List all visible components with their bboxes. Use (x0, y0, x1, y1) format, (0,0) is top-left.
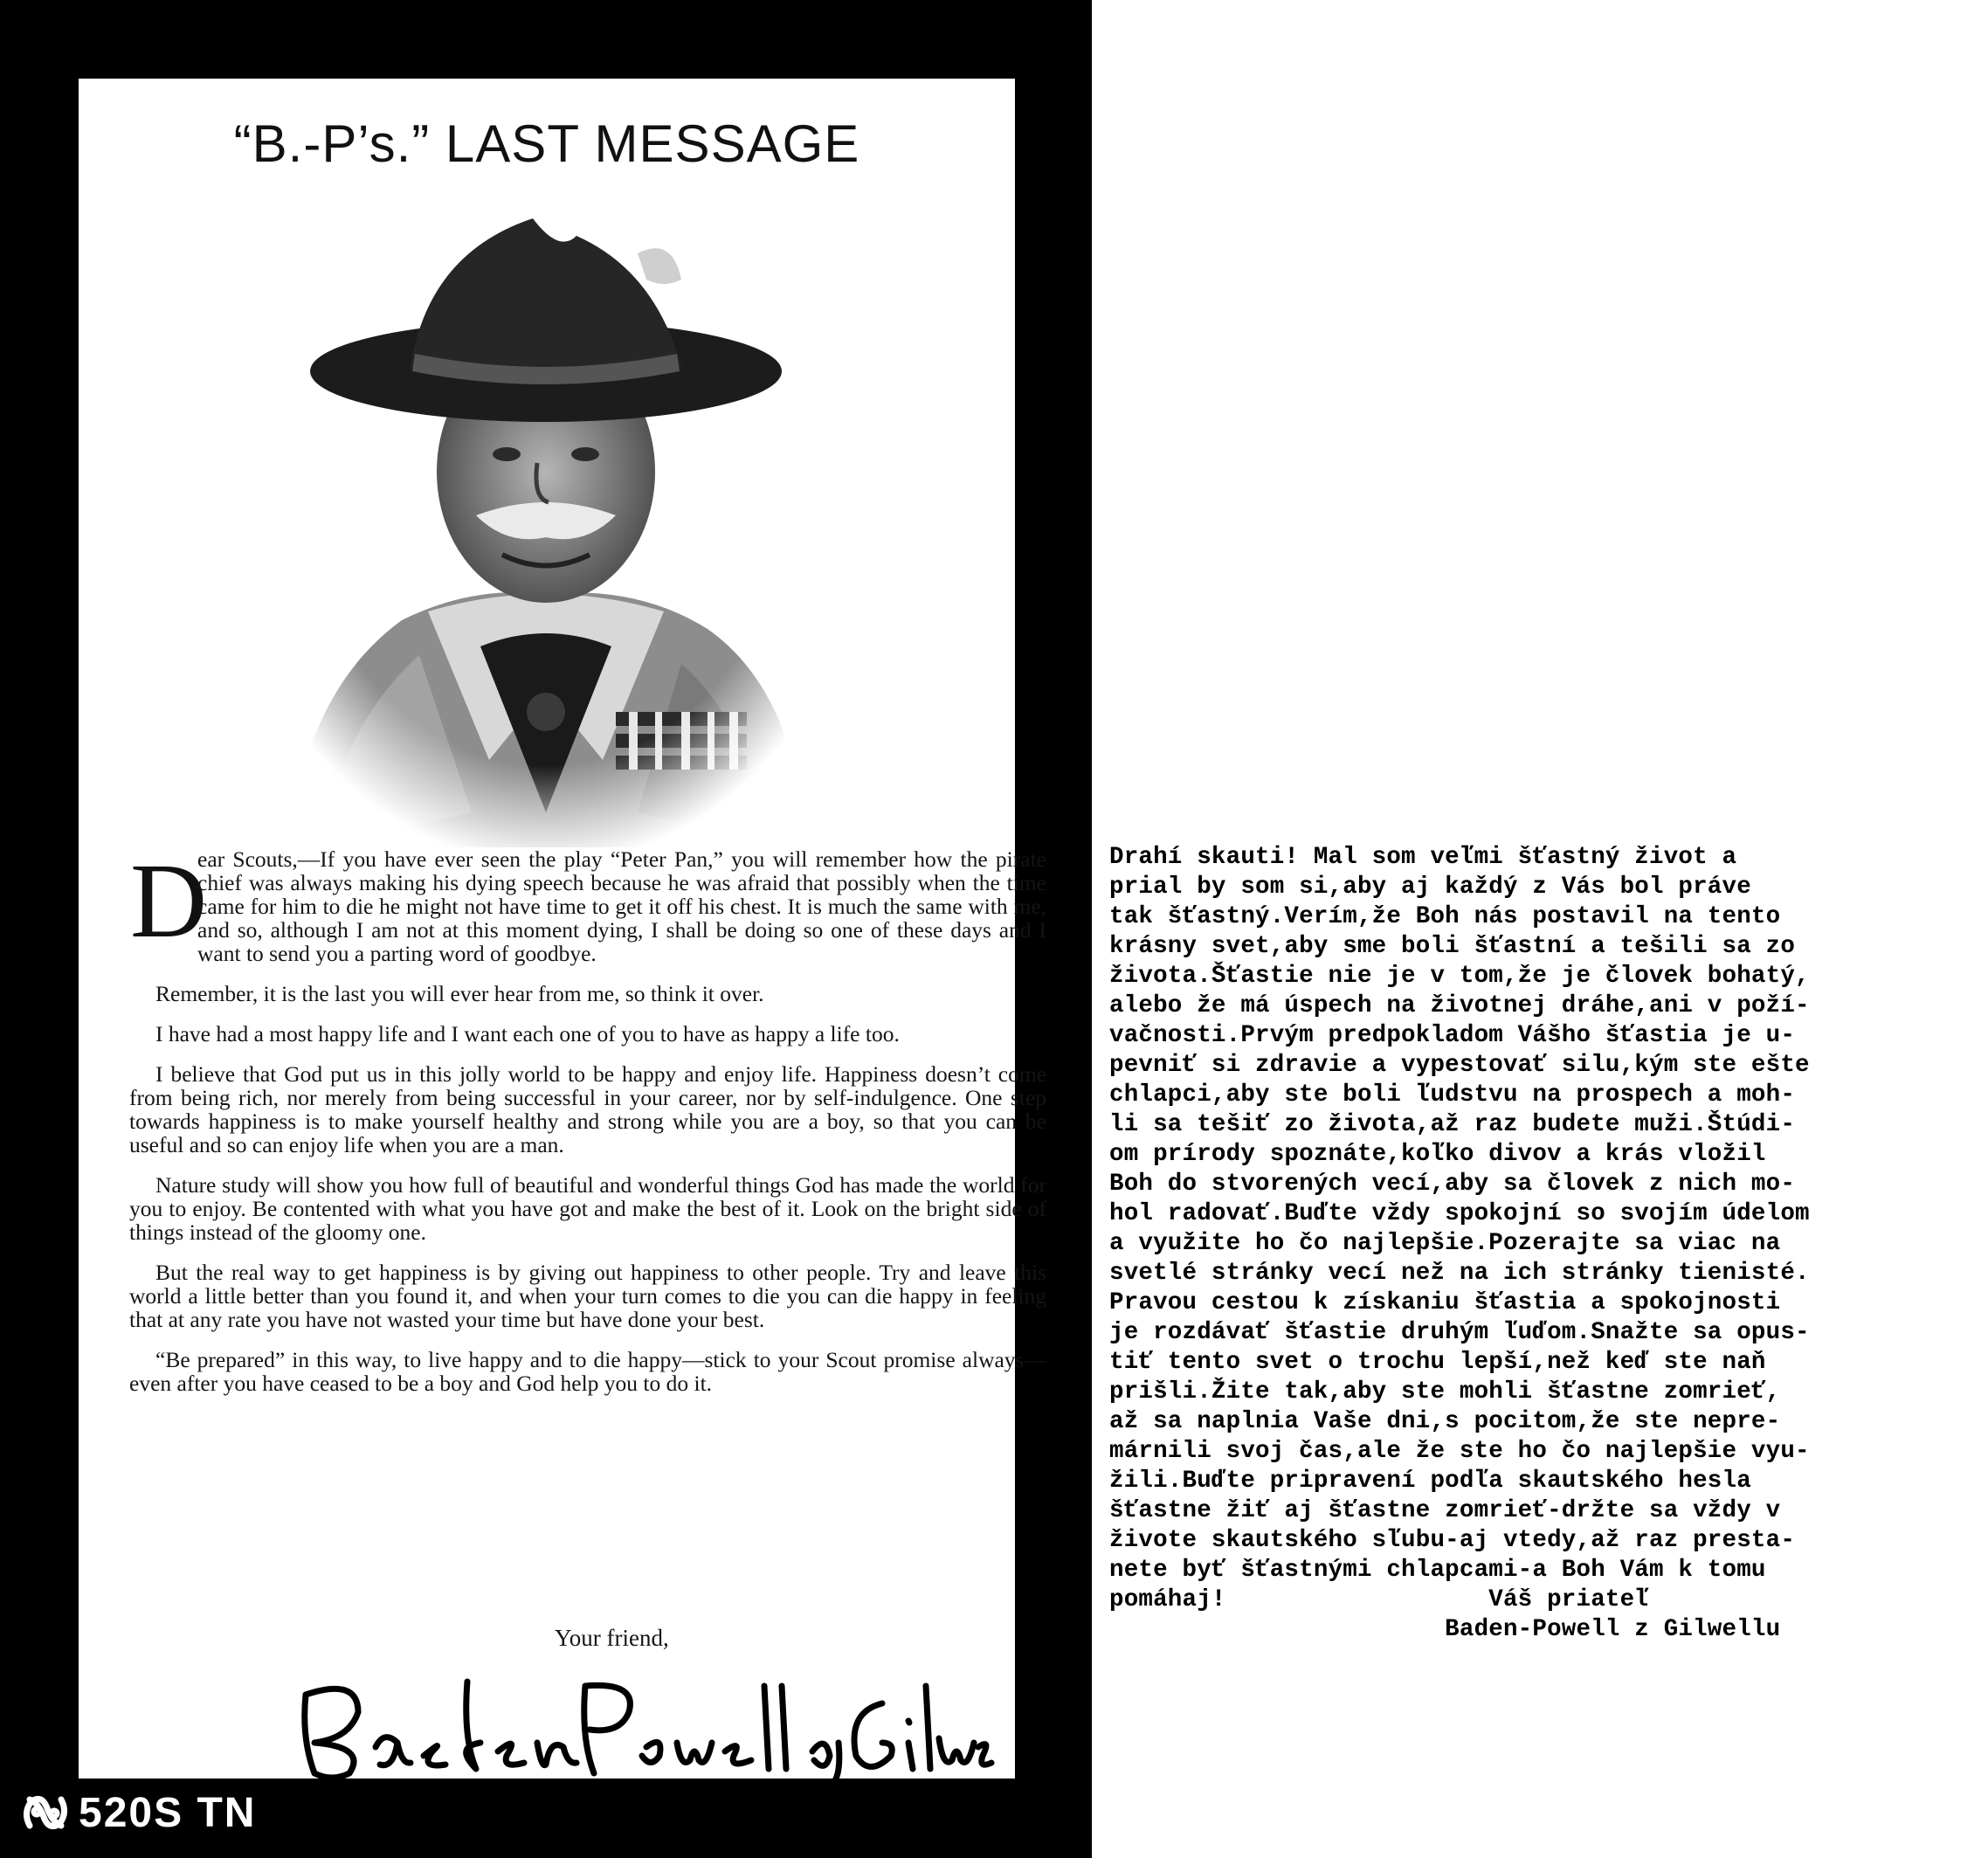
typed-line: vačnosti.Prvým predpokladom Vášho šťastia je u- (1109, 1022, 1796, 1049)
handwritten-signature (280, 1660, 996, 1791)
typed-line: krásny svet,aby sme boli šťastní a tešili sa zo (1109, 933, 1796, 960)
typed-line: žili.Buďte pripravení podľa skautského hesla (1109, 1468, 1751, 1495)
typed-line: až sa naplnia Vaše dni,s pocitom,že ste nepre- (1109, 1408, 1781, 1435)
typed-line: li sa tešiť zo života,až raz budete muži.Štúdi- (1109, 1111, 1796, 1138)
typed-line: živote skautského sľubu-aj vtedy,až raz presta- (1109, 1527, 1796, 1554)
letter-paragraph: Nature study will show you how full of beautiful and wonderful things God has made the world for you to enjoy. Be contented with what you have got and make the best of it. Look on the bright side of things instead of the gloomy one. (129, 1172, 1046, 1245)
typed-line: prial by som si,aby aj každý z Vás bol práve (1109, 874, 1751, 901)
portrait-image (271, 201, 821, 865)
typed-line: nete byť šťastnými chlapcami-a Boh Vám k tomu (1109, 1557, 1766, 1584)
typed-line: šťastne žiť aj šťastne zomrieť-držte sa vždy v (1109, 1497, 1781, 1524)
letter-paragraph: D ear Scouts,—If you have ever seen the play “Peter Pan,” you will remember how the pirate chief was always making his dying speech because he was afraid that possibly when the time came for him to die he might not have time to get it off his chest. It is much the same with me, and so, although I am not at this moment dying, I shall be doing so one of these days and I want to send you a parting word of goodbye. (130, 842, 1046, 966)
typed-line: chlapci,aby ste boli ľudstvu na prospech a moh- (1109, 1081, 1796, 1109)
typed-line: om prírody spoznáte,koľko divov a krás vložil (1109, 1141, 1766, 1168)
drop-cap: D (130, 842, 208, 960)
letter-body (129, 842, 1046, 1412)
typed-line: pevniť si zdravie a vypestovať silu,kým ste ešte (1109, 1052, 1810, 1079)
typed-translation (1109, 843, 1970, 1645)
watermark-logo (21, 1786, 256, 1839)
typed-line: prišli.Žite tak,aby ste mohli šťastne zomrieť, (1109, 1378, 1781, 1406)
watermark-label: 520S TN (79, 1789, 257, 1836)
typed-line: pomáhaj! Váš priateľ (1109, 1586, 1649, 1613)
typed-line: Drahí skauti! Mal som veľmi šťastný život a (1109, 844, 1737, 871)
typed-line: tiť tento svet o trochu lepší,než keď ste naň (1109, 1349, 1766, 1376)
printed-page (79, 79, 1046, 1779)
typed-line: svetlé stránky vecí než na ich stránky tienisté. (1109, 1260, 1810, 1287)
page-title: “B.-P’s.” LAST MESSAGE (233, 114, 860, 173)
letter-paragraph: I have had a most happy life and I want each one of you to have as happy a life too. (155, 1021, 900, 1046)
letter-paragraph: I believe that God put us in this jolly world to be happy and enjoy life. Happiness doesn’t come from being rich, nor merely from being successful in your career, nor by self-indulgence. One step towards happiness is to make yourself healthy and strong while you are a boy, so that you can be useful and so can enjoy life when you are a man. (129, 1061, 1046, 1157)
typed-line: hol radovať.Buďte vždy spokojní so svojím údelom (1109, 1200, 1810, 1227)
typed-line: života.Šťastie nie je v tom,že je človek bohatý, (1109, 963, 1810, 990)
pretzel-logo-icon (21, 1791, 70, 1834)
typed-line: alebo že má úspech na životnej dráhe,ani v poží- (1109, 992, 1810, 1019)
typed-line: Pravou cestou k získaniu šťastia a spokojnosti (1109, 1289, 1781, 1316)
letter-paragraph: “Be prepared” in this way, to live happy and to die happy—stick to your Scout promise always—even after you have ceased to be a boy and God help you to do it. (129, 1347, 1046, 1396)
typed-line: je rozdávať šťastie druhým ľuďom.Snažte sa opus- (1109, 1319, 1810, 1346)
letter-paragraph: But the real way to get happiness is by giving out happiness to other people. Try and leave this world a little better than you found it, and when your turn comes to die you can die happy in feeling that at any rate you have not wasted your time but have done your best. (129, 1260, 1046, 1332)
typed-line: a využite ho čo najlepšie.Pozerajte sa viac na (1109, 1230, 1781, 1257)
typed-line: tak šťastný.Verím,že Boh nás postavil na tento (1109, 903, 1781, 930)
letter-paragraph: Remember, it is the last you will ever hear from me, so think it over. (155, 981, 764, 1006)
typed-line: márnili svoj čas,ale že ste ho čo najlepšie vyu- (1109, 1438, 1810, 1465)
closing-line: Your friend, (555, 1625, 669, 1651)
typed-line: Baden-Powell z Gilwellu (1109, 1616, 1781, 1643)
typed-line: Boh do stvorených vecí,aby sa človek z nich mo- (1109, 1171, 1796, 1198)
